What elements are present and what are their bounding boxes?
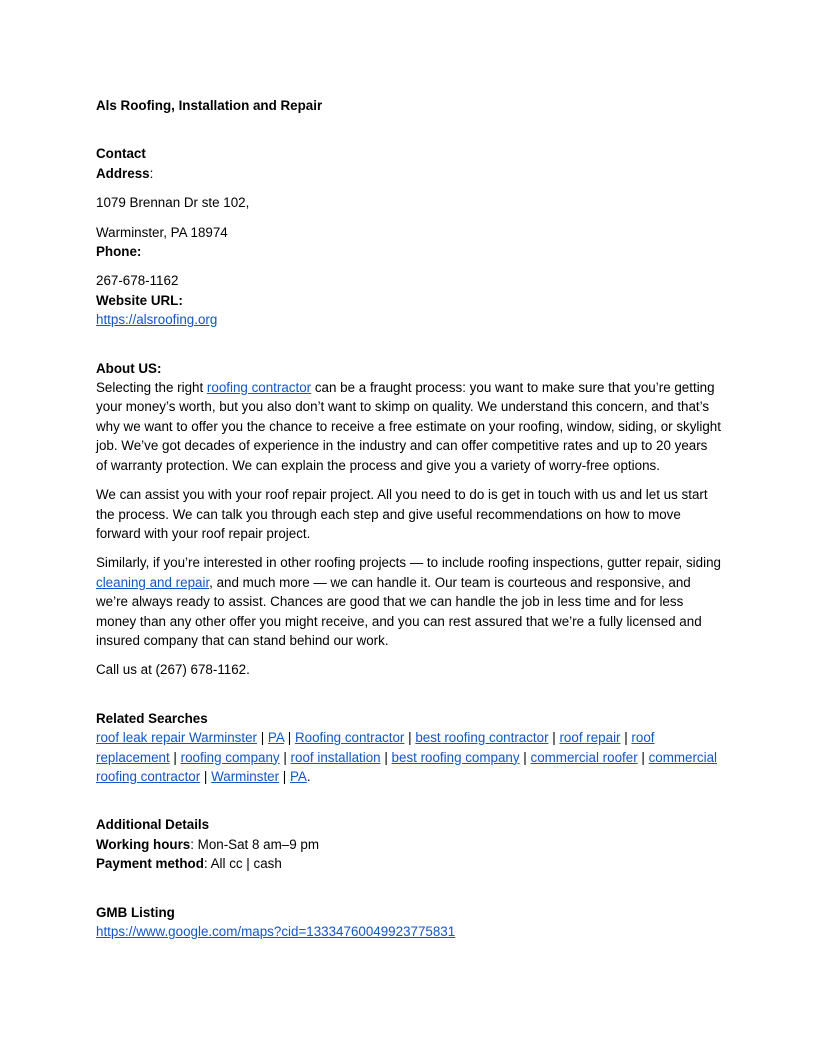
related-search-link[interactable]: roof repair (559, 730, 621, 746)
link-separator: | (380, 749, 392, 765)
related-search-link[interactable]: best roofing contractor (415, 730, 549, 746)
about-p3-text-start: Similarly, if you’re interested in other roofing projects — to include roofing inspections, gutter repair, siding (96, 555, 721, 571)
website-link[interactable]: https://alsroofing.org (96, 312, 218, 328)
related-search-link[interactable]: PA (267, 730, 285, 746)
related-searches-heading: Related Searches (96, 710, 208, 726)
links-end-period: . (306, 768, 311, 784)
document-content (96, 96, 722, 941)
payment-method-row (96, 854, 722, 873)
gmb-listing-heading: GMB Listing (96, 904, 175, 920)
phone-label: Phone: (96, 244, 142, 260)
link-separator: | (200, 768, 212, 784)
website-label: Website URL: (96, 292, 183, 308)
related-search-link[interactable]: commercial roofing contractor (96, 749, 718, 784)
document-title: Als Roofing, Installation and Repair (96, 98, 323, 113)
link-separator: | (279, 749, 291, 765)
address-row (96, 164, 722, 183)
payment-method-label: Payment method (96, 856, 204, 872)
working-hours-row (96, 835, 722, 854)
about-p3-text-end: , and much more — we can handle it. Our team is courteous and responsive, and we’re always ready to assist. Chances are good that we can handle the job in less time and for less money than any other offer you might receive, and you can rest assured that we’re a fully licensed and insured company that can stand behind our work. (96, 574, 702, 648)
about-p1-text-end: can be a fraught process: you want to make sure that you’re getting your money’s worth, but you also don’t want to skimp on quality. We understand this concern, and that’s why we want to offer you the chance to receive a free estimate on your roofing, window, siding, or skylight job. We’ve got decades of experience in the industry and can offer competitive rates and up to 20 years of warranty protection. We can explain the process and give you a variety of worry-free options. (96, 380, 721, 473)
link-separator: | (519, 749, 531, 765)
address-label: Address (96, 165, 150, 181)
address-line-2: Warminster, PA 18974 (96, 224, 228, 240)
related-search-link[interactable]: Roofing contractor (294, 730, 405, 746)
address-colon: : (149, 165, 154, 181)
link-separator: | (637, 749, 649, 765)
about-body (96, 378, 722, 680)
related-searches-links (96, 728, 722, 786)
about-paragraph-2: We can assist you with your roof repair project. All you need to do is get in touch with us and let us start the process. We can talk you through each step and give useful recommendations on how to move forward with your roof repair project. (96, 487, 708, 541)
link-separator: | (169, 749, 181, 765)
about-heading: About US: (96, 360, 162, 376)
about-paragraph-4: Call us at (267) 678-1162. (96, 662, 250, 678)
related-search-link[interactable]: best roofing company (391, 749, 520, 765)
related-search-link[interactable]: roof replacement (96, 730, 655, 765)
link-separator: | (404, 730, 416, 746)
website-row (96, 310, 722, 329)
phone-number: 267-678-1162 (96, 273, 179, 289)
related-search-link[interactable]: roof installation (290, 749, 381, 765)
about-paragraph-3 (96, 553, 722, 650)
related-search-link[interactable]: roofing company (180, 749, 280, 765)
link-separator: | (620, 730, 632, 746)
link-separator: | (284, 730, 295, 746)
working-hours-label: Working hours (96, 836, 191, 852)
additional-details-heading: Additional Details (96, 817, 210, 833)
working-hours-value: : Mon-Sat 8 am–9 pm (190, 836, 319, 852)
roofing-contractor-link[interactable]: roofing contractor (206, 380, 312, 396)
cleaning-and-repair-link[interactable]: cleaning and repair (96, 574, 210, 590)
payment-method-value: : All cc | cash (203, 856, 282, 872)
link-separator: | (256, 730, 268, 746)
related-search-link[interactable]: Warminster (211, 768, 280, 784)
about-p1-text-start: Selecting the right (96, 380, 207, 396)
link-separator: | (548, 730, 560, 746)
about-paragraph-1 (96, 378, 722, 475)
gmb-listing-row (96, 922, 722, 941)
gmb-listing-link[interactable]: https://www.google.com/maps?cid=13334760049923775831 (96, 924, 456, 939)
related-search-link[interactable]: roof leak repair Warminster (96, 730, 257, 746)
address-line-1: 1079 Brennan Dr ste 102, (96, 195, 250, 211)
link-separator: | (279, 768, 290, 784)
related-search-link[interactable]: commercial roofer (530, 749, 638, 765)
related-search-link[interactable]: PA (290, 768, 307, 784)
contact-heading: Contact (96, 146, 146, 162)
